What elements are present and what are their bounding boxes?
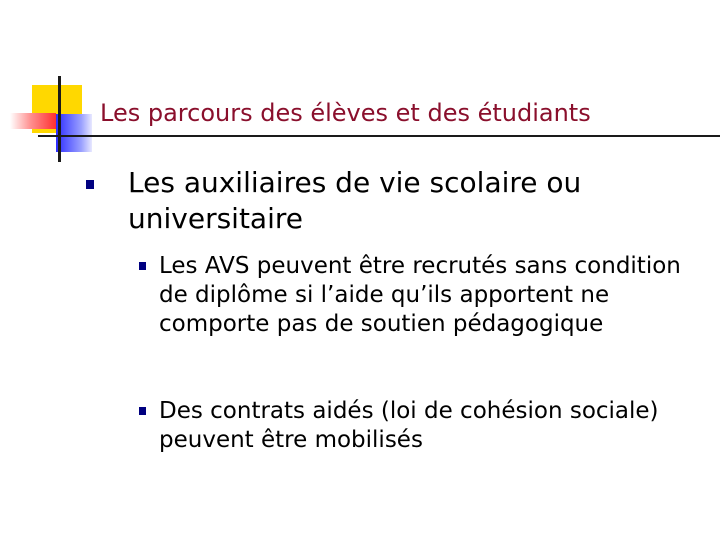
sub-bullet-item: Des contrats aidés (loi de cohésion sociale) peuvent être mobilisés	[159, 398, 659, 453]
bullet-item: Les auxiliaires de vie scolaire ou universitaire	[128, 166, 582, 235]
square-bullet-icon	[139, 407, 146, 415]
logo-red-bar	[10, 113, 56, 129]
logo-blue-square	[56, 114, 92, 152]
sub-bullet-item: Les AVS peuvent être recrutés sans condition de diplôme si l’aide qu’ils apportent ne comporte pas de soutien pédagogique	[159, 253, 681, 337]
square-bullet-icon	[86, 180, 94, 189]
logo-vertical-line	[58, 76, 61, 162]
slide-title: Les parcours des élèves et des étudiants	[100, 99, 591, 127]
title-underline	[38, 135, 720, 137]
square-bullet-icon	[139, 262, 146, 270]
